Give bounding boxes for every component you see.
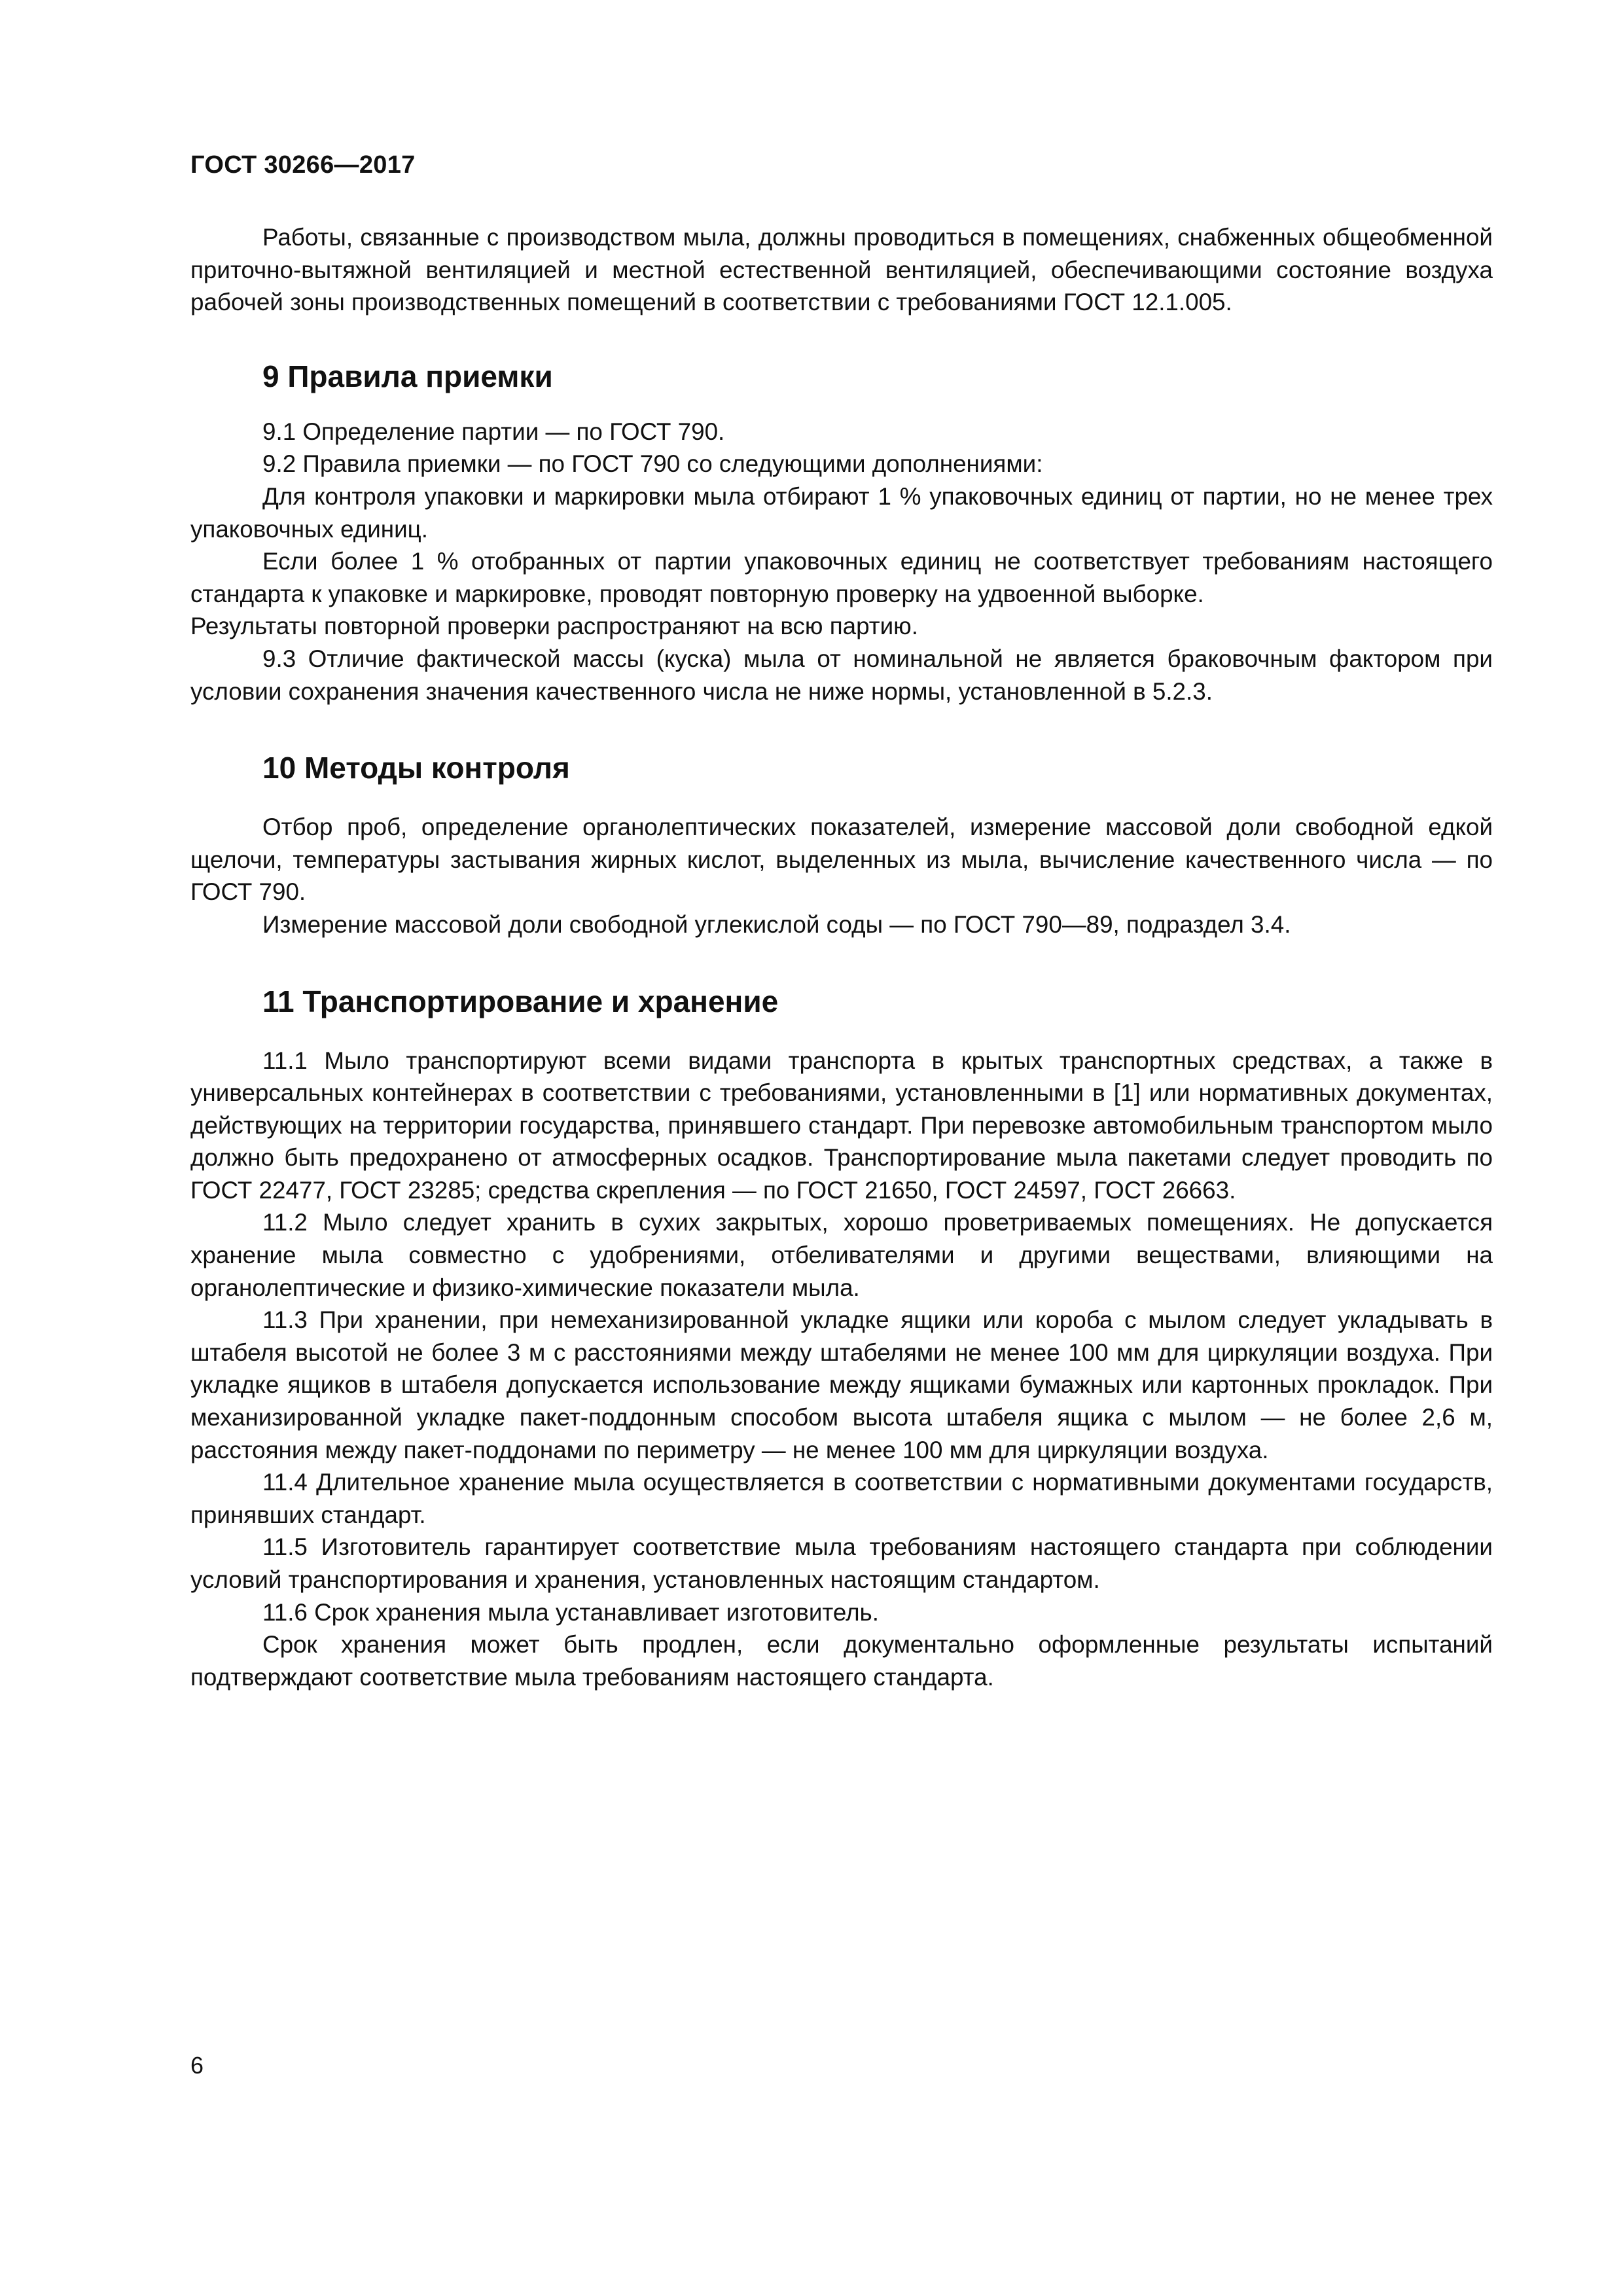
section-10-paragraph: Измерение массовой доли свободной углекислой соды — по ГОСТ 790—89, подраздел 3.4. bbox=[262, 910, 1291, 938]
section-9-heading: 9 Правила приемки bbox=[262, 359, 553, 393]
section-11-paragraph: 11.2 Мыло следует хранить в сухих закрытых, хорошо проветриваемых помещениях. Не допускается хранение мыла совместно с удобрениями, отбеливателями и другими веществами, влияющими на органолептические и физико-химические показатели мыла. bbox=[190, 1209, 1493, 1301]
page-number: 6 bbox=[190, 2052, 204, 2079]
section-11-paragraph: 11.1 Мыло транспортируют всеми видами транспорта в крытых транспортных средствах, а также в универсальных контейнерах в соответствии с требованиями, установленными в [1] или нормативных документах, действующих на территории государства, принявшего стандарт. При перевозке автомобильным транспортом мыло должно быть предохранено от атмосферных осадков. Транспортирование мыла пакетами следует проводить по ГОСТ 22477, ГОСТ 23285; средства скрепления — по ГОСТ 21650, ГОСТ 24597, ГОСТ 26663. bbox=[190, 1047, 1493, 1204]
section-11-paragraph: Срок хранения может быть продлен, если документально оформленные результаты испытаний подтверждают соответствие мыла требованиям настоящего стандарта. bbox=[190, 1631, 1493, 1691]
section-11-paragraph: 11.5 Изготовитель гарантирует соответствие мыла требованиям настоящего стандарта при соблюдении условий транспортирования и хранения, установленных настоящим стандартом. bbox=[190, 1534, 1493, 1593]
section-9-paragraph: Для контроля упаковки и маркировки мыла отбирают 1 % упаковочных единиц от партии, но не менее трех упаковочных единиц. bbox=[190, 482, 1493, 543]
section-11-heading: 11 Транспортирование и хранение bbox=[262, 984, 779, 1018]
section-10-heading: 10 Методы контроля bbox=[262, 751, 570, 785]
document-body bbox=[190, 221, 1493, 1693]
section-9-paragraph: 9.3 Отличие фактической массы (куска) мыла от номинальной не является браковочным фактором при условии сохранения значения качественного числа не ниже нормы, установленной в 5.2.3. bbox=[190, 645, 1493, 705]
section-11-paragraph: 11.6 Срок хранения мыла устанавливает изготовитель. bbox=[262, 1598, 879, 1626]
section-11-paragraph: 11.3 При хранении, при немеханизированной укладке ящики или короба с мылом следует укладывать в штабеля высотой не более 3 м с расстояниями между штабелями не менее 100 мм для циркуляции воздуха. При укладке ящиков в штабеля допускается использование между ящиками бумажных или картонных прокладок. При механизированной укладке пакет-поддонным способом высота штабеля ящика с мылом — не более 2,6 м, расстояния между пакет-поддонами по периметру — не менее 100 мм для циркуляции воздуха. bbox=[190, 1306, 1493, 1463]
section-9-paragraph: 9.1 Определение партии — по ГОСТ 790. bbox=[262, 418, 725, 445]
section-10-paragraph: Отбор проб, определение органолептических показателей, измерение массовой доли свободной едкой щелочи, температуры застывания жирных кислот, выделенных из мыла, вычисление качественного числа — по ГОСТ 790. bbox=[190, 814, 1493, 906]
document-code-header: ГОСТ 30266—2017 bbox=[190, 151, 416, 179]
section-9-paragraph: 9.2 Правила приемки — по ГОСТ 790 со следующими дополнениями: bbox=[262, 450, 1043, 478]
intro-paragraph: Работы, связанные с производством мыла, должны проводиться в помещениях, снабженных общеобменной приточно-вытяжной вентиляцией и местной естественной вентиляцией, обеспечивающими состояние воздуха рабочей зоны производственных помещений в соответствии с требованиями ГОСТ 12.1.005. bbox=[190, 224, 1493, 316]
section-9-paragraph: Результаты повторной проверки распространяют на всю партию. bbox=[190, 613, 918, 640]
section-9-paragraph: Если более 1 % отобранных от партии упаковочных единиц не соответствует требованиям настоящего стандарта к упаковке и маркировке, проводят повторную проверку на удвоенной выборке. bbox=[190, 548, 1493, 607]
section-11-paragraph: 11.4 Длительное хранение мыла осуществляется в соответствии с нормативными документами государств, принявших стандарт. bbox=[190, 1469, 1493, 1528]
